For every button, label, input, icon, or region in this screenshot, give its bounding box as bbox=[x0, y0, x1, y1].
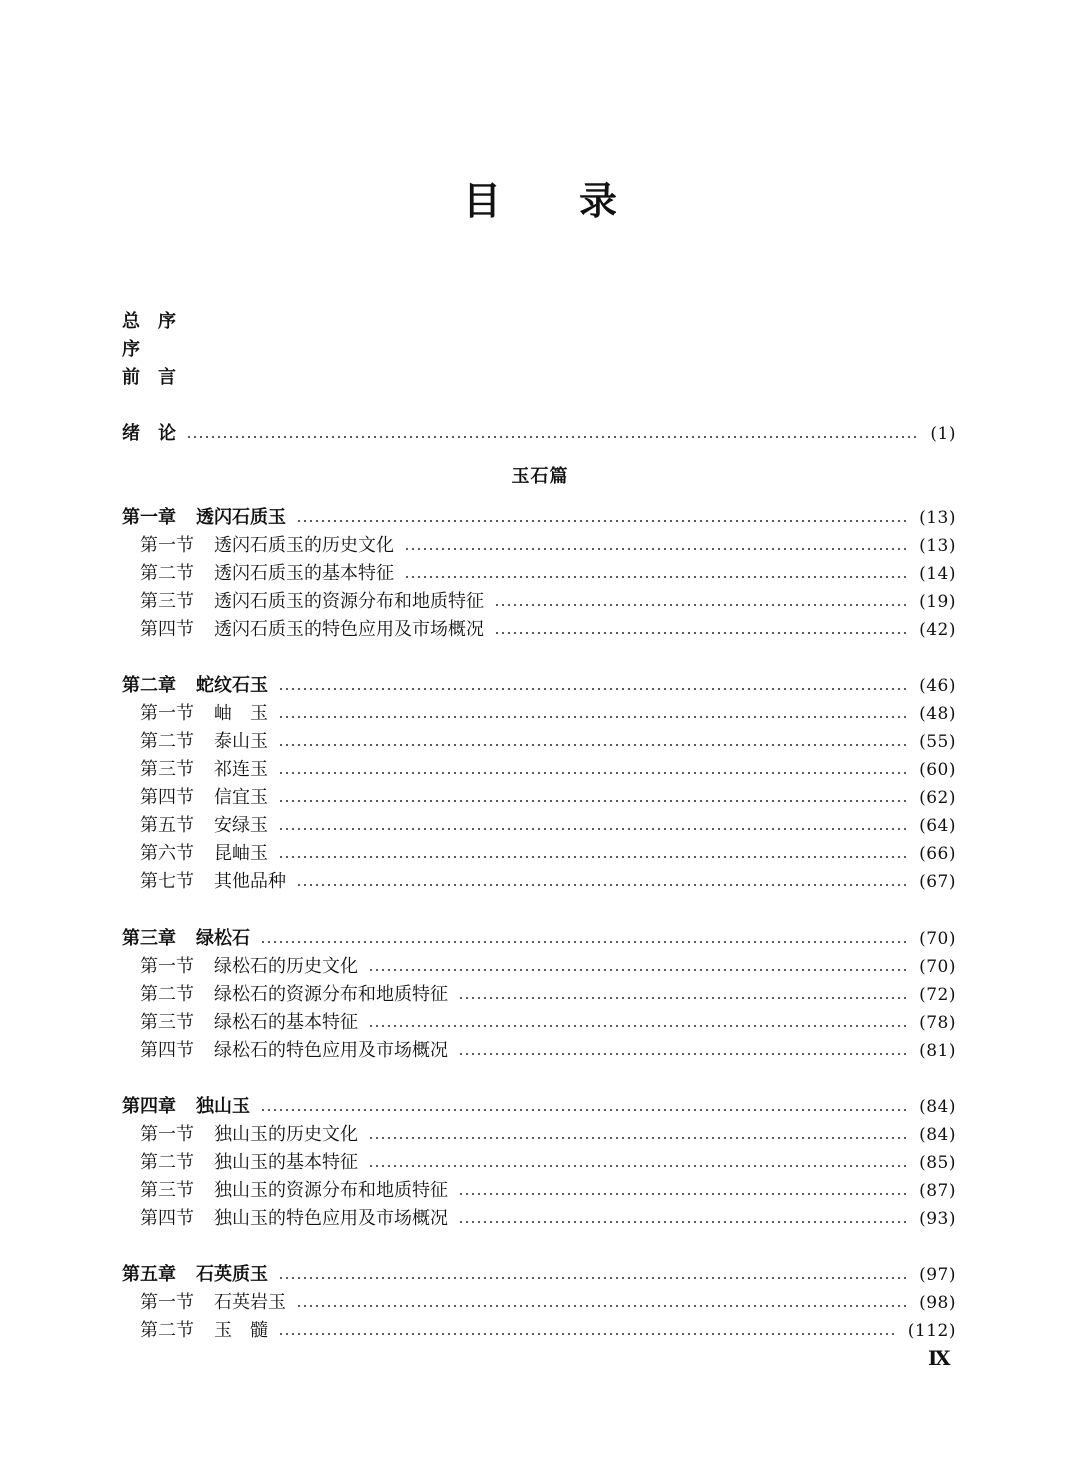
entry-label: 第四节 bbox=[140, 1208, 194, 1229]
dot-leader bbox=[368, 1137, 909, 1139]
toc-entry-section bbox=[140, 588, 956, 616]
toc-entry-section bbox=[140, 953, 956, 981]
entry-title: 其他品种 bbox=[214, 871, 286, 892]
entry-page: (93) bbox=[919, 1209, 956, 1229]
entry-page: (78) bbox=[919, 1013, 956, 1033]
entry-label: 第七节 bbox=[140, 871, 194, 892]
front-matter bbox=[122, 308, 176, 392]
dot-leader bbox=[296, 1305, 909, 1307]
entry-label: 第二节 bbox=[140, 984, 194, 1005]
entry-title: 蛇纹石玉 bbox=[196, 675, 268, 696]
entry-label: 第二章 bbox=[122, 675, 176, 696]
entry-title: 昆岫玉 bbox=[214, 843, 268, 864]
entry-page: (13) bbox=[919, 508, 956, 528]
entry-label: 第二节 bbox=[140, 731, 194, 752]
dot-leader bbox=[278, 1333, 898, 1335]
toc-entry-section bbox=[140, 1121, 956, 1149]
entry-title: 祁连玉 bbox=[214, 759, 268, 780]
toc-entry-chapter bbox=[122, 1093, 956, 1121]
entry-page: (60) bbox=[919, 760, 956, 780]
dot-leader bbox=[278, 688, 909, 690]
dot-leader bbox=[260, 941, 909, 943]
toc-entry-section bbox=[140, 1317, 956, 1345]
entry-page: (14) bbox=[919, 564, 956, 584]
dot-leader bbox=[278, 1277, 909, 1279]
entry-title: 石英质玉 bbox=[196, 1264, 268, 1285]
entry-label: 第一章 bbox=[122, 507, 176, 528]
entry-page: (81) bbox=[919, 1041, 956, 1061]
entry-title: 独山玉 bbox=[196, 1096, 250, 1117]
entry-title: 独山玉的特色应用及市场概况 bbox=[214, 1208, 448, 1229]
entry-label: 第四节 bbox=[140, 619, 194, 640]
entry-title: 绿松石的历史文化 bbox=[214, 956, 358, 977]
dot-leader bbox=[494, 604, 909, 606]
front-matter-item: 总 序 bbox=[122, 311, 176, 332]
entry-title: 独山玉的资源分布和地质特征 bbox=[214, 1180, 448, 1201]
entry-title: 绿松石 bbox=[196, 928, 250, 949]
dot-leader bbox=[278, 828, 909, 830]
entry-label: 第四节 bbox=[140, 787, 194, 808]
entry-page: (70) bbox=[919, 929, 956, 949]
entry-title: 透闪石质玉的历史文化 bbox=[214, 535, 394, 556]
entry-label: 第三章 bbox=[122, 928, 176, 949]
entry-page: (62) bbox=[919, 788, 956, 808]
entry-label: 第三节 bbox=[140, 591, 194, 612]
entry-page: (70) bbox=[919, 957, 956, 977]
toc-entry-chapter bbox=[122, 1261, 956, 1289]
entry-title: 绿松石的资源分布和地质特征 bbox=[214, 984, 448, 1005]
toc-entry-section bbox=[140, 1177, 956, 1205]
front-matter-item: 前 言 bbox=[122, 367, 176, 388]
dot-leader bbox=[278, 800, 909, 802]
dot-leader bbox=[296, 884, 909, 886]
toc-entry-section bbox=[140, 1037, 956, 1065]
toc-entry-section bbox=[140, 981, 956, 1009]
dot-leader bbox=[278, 856, 909, 858]
entry-page: (112) bbox=[907, 1321, 956, 1341]
toc-entry-chapter bbox=[122, 925, 956, 953]
toc-entry-section bbox=[140, 532, 956, 560]
dot-leader bbox=[278, 772, 909, 774]
toc-entry-intro bbox=[122, 420, 956, 448]
entry-title: 独山玉的历史文化 bbox=[214, 1124, 358, 1145]
toc-entry-section bbox=[140, 1289, 956, 1317]
dot-leader bbox=[404, 576, 909, 578]
entry-title: 绿松石的特色应用及市场概况 bbox=[214, 1040, 448, 1061]
dot-leader bbox=[296, 520, 909, 522]
entry-label: 第一节 bbox=[140, 1124, 194, 1145]
entry-page: (87) bbox=[919, 1181, 956, 1201]
dot-leader bbox=[458, 1221, 909, 1223]
entry-page: (1) bbox=[930, 424, 956, 444]
entry-page: (13) bbox=[919, 536, 956, 556]
dot-leader bbox=[458, 1193, 909, 1195]
entry-label: 第二节 bbox=[140, 1152, 194, 1173]
entry-label: 第一节 bbox=[140, 1292, 194, 1313]
entry-page: (98) bbox=[919, 1293, 956, 1313]
toc-entry-chapter bbox=[122, 672, 956, 700]
entry-page: (67) bbox=[919, 872, 956, 892]
dot-leader bbox=[494, 632, 909, 634]
dot-leader bbox=[458, 997, 909, 999]
entry-label: 第一节 bbox=[140, 535, 194, 556]
entry-page: (84) bbox=[919, 1125, 956, 1145]
entry-label: 第四节 bbox=[140, 1040, 194, 1061]
entry-label: 第二节 bbox=[140, 1320, 194, 1341]
toc-entry-section bbox=[140, 784, 956, 812]
part-heading: 玉石篇 bbox=[511, 466, 569, 487]
entry-label: 第四章 bbox=[122, 1096, 176, 1117]
toc-entry-section bbox=[140, 700, 956, 728]
toc-entry-section bbox=[140, 728, 956, 756]
page-title bbox=[0, 170, 1080, 225]
page-title-right: 录 bbox=[579, 178, 618, 223]
entry-label: 第三节 bbox=[140, 1012, 194, 1033]
toc-entry-section bbox=[140, 1205, 956, 1233]
entry-title: 透闪石质玉的基本特征 bbox=[214, 563, 394, 584]
entry-page: (85) bbox=[919, 1153, 956, 1173]
entry-title: 信宜玉 bbox=[214, 787, 268, 808]
entry-title: 岫 玉 bbox=[214, 703, 268, 724]
entry-title: 泰山玉 bbox=[214, 731, 268, 752]
entry-label: 第一节 bbox=[140, 956, 194, 977]
entry-label: 第三节 bbox=[140, 759, 194, 780]
entry-title: 石英岩玉 bbox=[214, 1292, 286, 1313]
entry-title: 玉 髓 bbox=[214, 1320, 268, 1341]
entry-title: 透闪石质玉的资源分布和地质特征 bbox=[214, 591, 484, 612]
toc-entry-section bbox=[140, 616, 956, 644]
entry-page: (64) bbox=[919, 816, 956, 836]
entry-label: 第二节 bbox=[140, 563, 194, 584]
entry-title: 透闪石质玉 bbox=[196, 507, 286, 528]
entry-title: 独山玉的基本特征 bbox=[214, 1152, 358, 1173]
toc-entry-section bbox=[140, 840, 956, 868]
entry-page: (97) bbox=[919, 1265, 956, 1285]
entry-title: 透闪石质玉的特色应用及市场概况 bbox=[214, 619, 484, 640]
toc-entry-chapter bbox=[122, 504, 956, 532]
entry-title: 安绿玉 bbox=[214, 815, 268, 836]
entry-label: 第五章 bbox=[122, 1264, 176, 1285]
entry-label: 第一节 bbox=[140, 703, 194, 724]
entry-page: (46) bbox=[919, 676, 956, 696]
entry-page: (55) bbox=[919, 732, 956, 752]
dot-leader bbox=[404, 548, 909, 550]
dot-leader bbox=[458, 1053, 909, 1055]
entry-page: (48) bbox=[919, 704, 956, 724]
entry-label: 绪 论 bbox=[122, 423, 176, 444]
entry-label: 第三节 bbox=[140, 1180, 194, 1201]
entry-page: (42) bbox=[919, 620, 956, 640]
entry-label: 第六节 bbox=[140, 843, 194, 864]
entry-page: (19) bbox=[919, 592, 956, 612]
page-title-left: 目 bbox=[462, 178, 501, 223]
dot-leader bbox=[278, 716, 909, 718]
dot-leader bbox=[278, 744, 909, 746]
toc-entry-section bbox=[140, 812, 956, 840]
toc-entry-section bbox=[140, 560, 956, 588]
entry-page: (84) bbox=[919, 1097, 956, 1117]
dot-leader bbox=[186, 436, 920, 438]
entry-label: 第五节 bbox=[140, 815, 194, 836]
toc-entry-section bbox=[140, 868, 956, 896]
entry-page: (72) bbox=[919, 985, 956, 1005]
page-folio: Ⅸ bbox=[928, 1346, 951, 1370]
entry-title: 绿松石的基本特征 bbox=[214, 1012, 358, 1033]
toc-entry-section bbox=[140, 756, 956, 784]
toc-entry-section bbox=[140, 1009, 956, 1037]
toc-entry-section bbox=[140, 1149, 956, 1177]
dot-leader bbox=[368, 969, 909, 971]
dot-leader bbox=[368, 1165, 909, 1167]
front-matter-item: 序 bbox=[122, 339, 140, 360]
entry-page: (66) bbox=[919, 844, 956, 864]
dot-leader bbox=[260, 1109, 909, 1111]
dot-leader bbox=[368, 1025, 909, 1027]
